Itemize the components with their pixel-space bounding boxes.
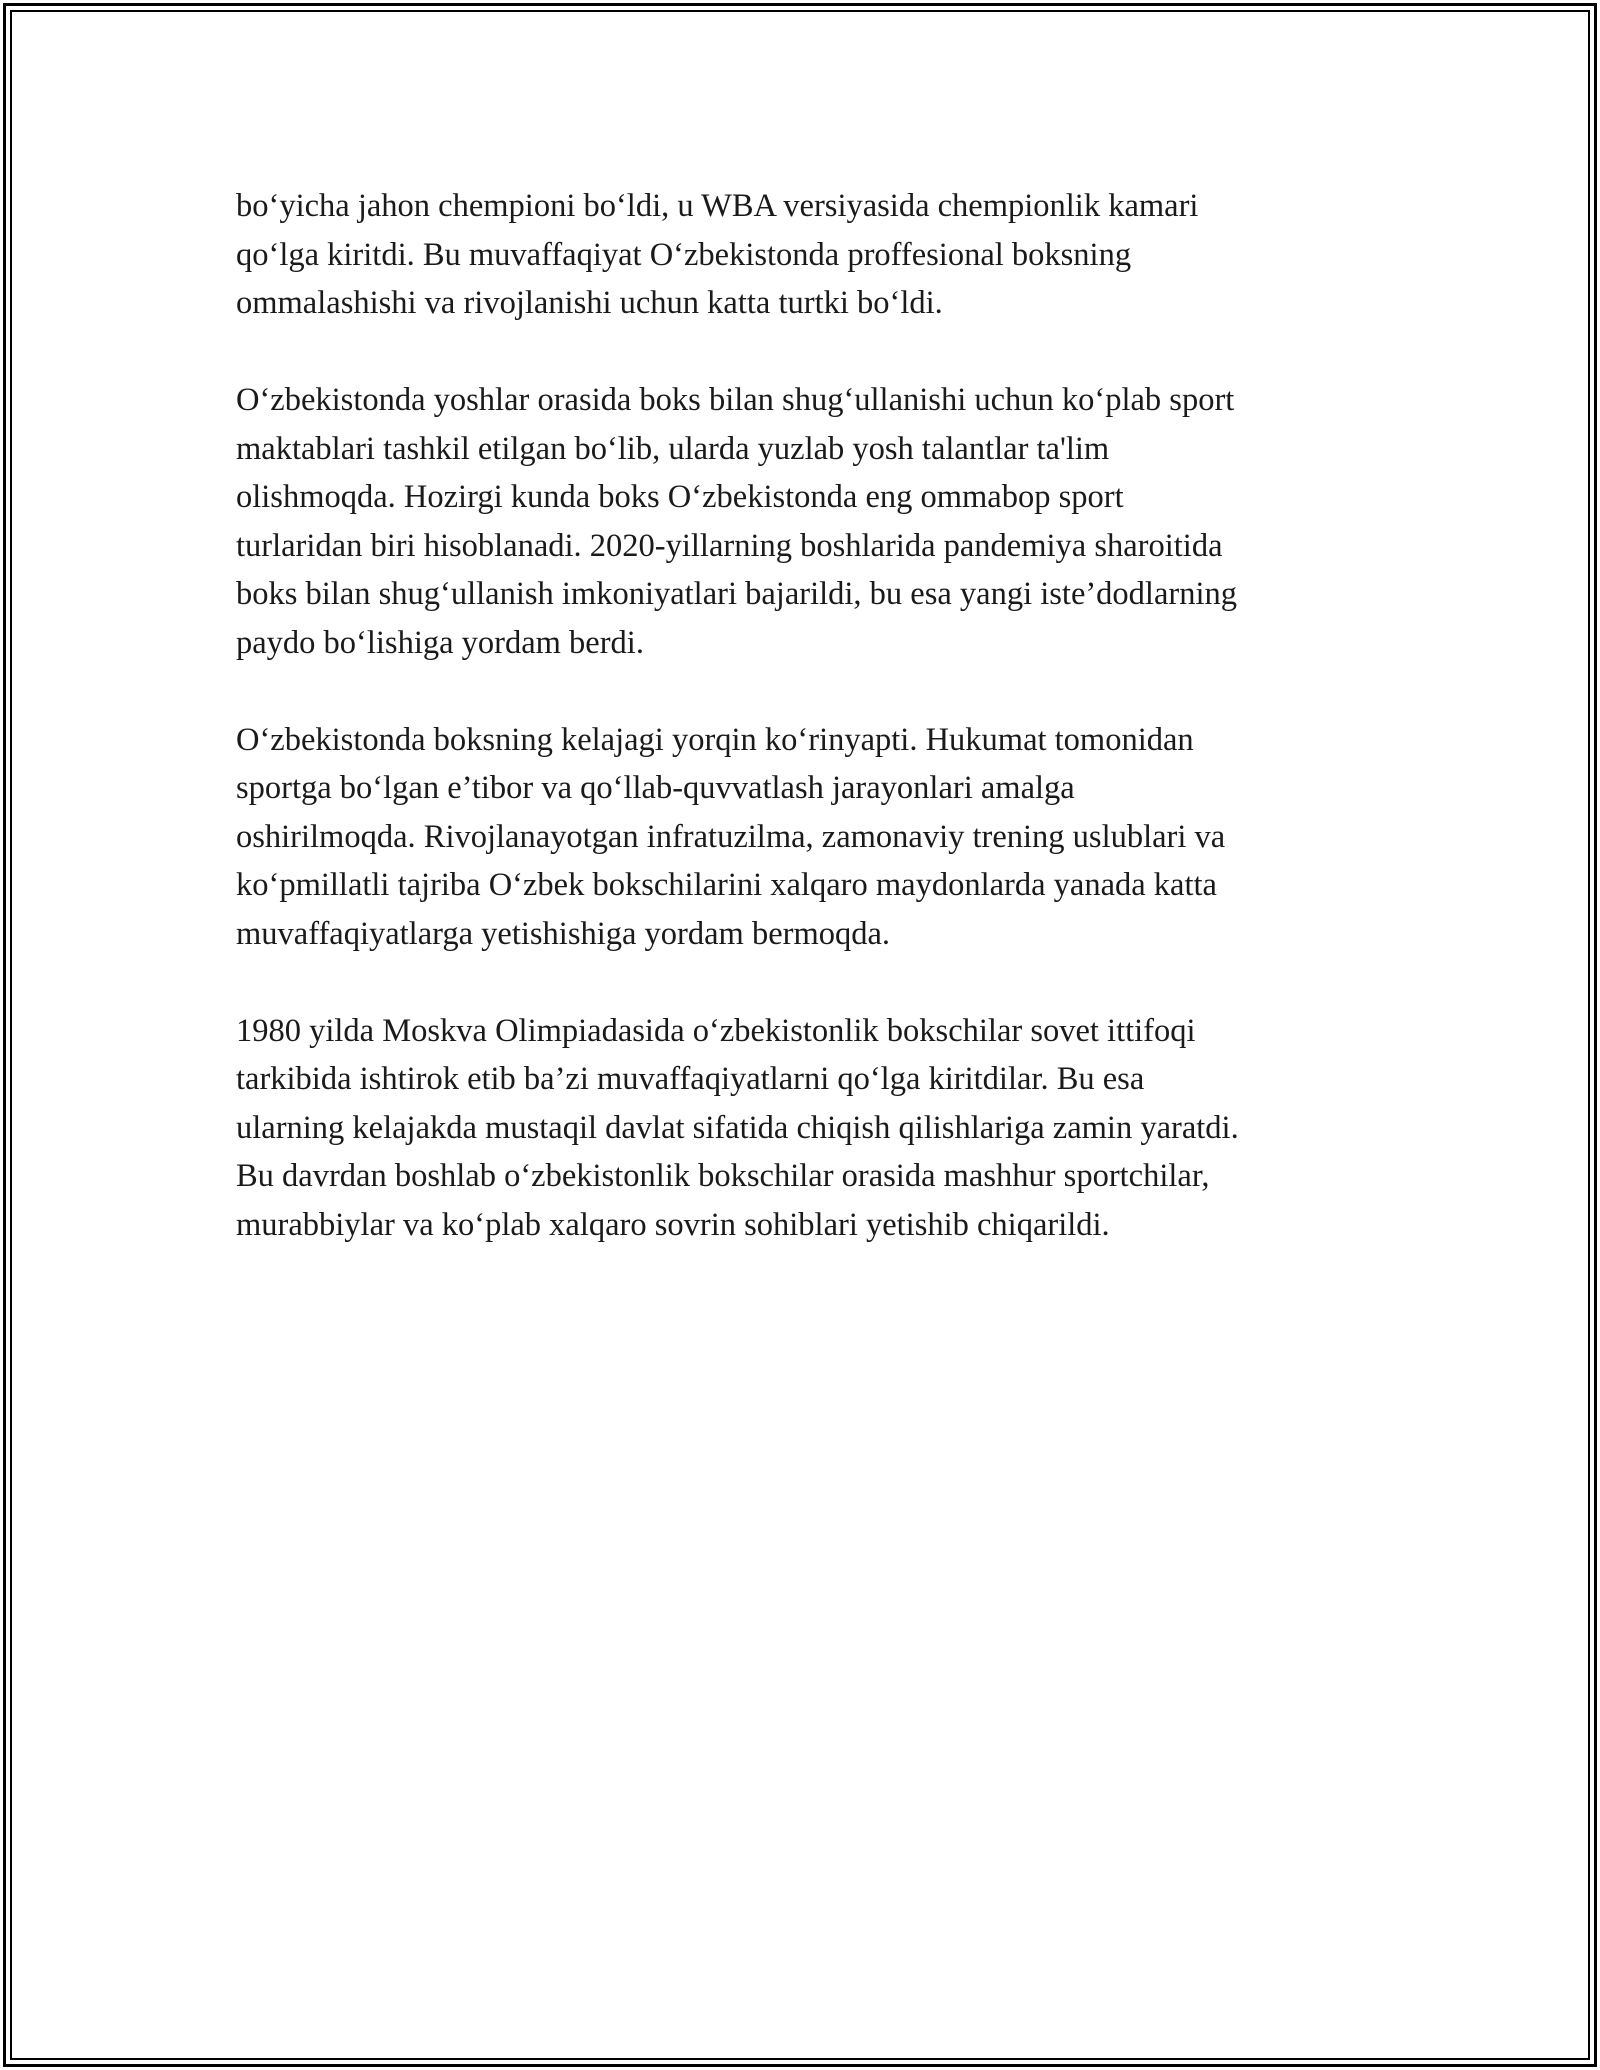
text-line: 1980 yilda Moskva Olimpiadasida o‘zbekistonlik bokschilar sovet ittifoqi: [236, 1012, 1196, 1049]
paragraph-2: [236, 376, 1386, 667]
text-line: boks bilan shug‘ullanish imkoniyatlari bajarildi, bu esa yangi iste’dodlarning: [236, 576, 1237, 612]
text-line: O‘zbekistonda boksning kelajagi yorqin ko‘rinyapti. Hukumat tomonidan: [236, 721, 1194, 758]
document-body: [236, 182, 1386, 1298]
text-line: Bu davrdan boshlab o‘zbekistonlik bokschilar orasida mashhur sportchilar,: [236, 1158, 1210, 1194]
text-line: maktablari tashkil etilgan bo‘lib, ularda yuzlab yosh talantlar ta'lim: [236, 430, 1110, 467]
text-line: paydo bo‘lishiga yordam berdi.: [236, 624, 644, 661]
text-line: qo‘lga kiritdi. Bu muvaffaqiyat O‘zbekistonda proffesional boksning: [236, 236, 1132, 273]
text-line: turlaridan biri hisoblanadi. 2020-yillarning boshlarida pandemiya sharoitida: [236, 527, 1223, 564]
paragraph-4: [236, 1007, 1386, 1250]
text-line: sportga bo‘lgan e’tibor va qo‘llab-quvvatlash jarayonlari amalga: [236, 770, 1075, 806]
text-line: tarkibida ishtirok etib ba’zi muvaffaqiyatlarni qo‘lga kiritdilar. Bu esa: [236, 1061, 1145, 1097]
text-line: ommalashishi va rivojlanishi uchun katta turtki bo‘ldi.: [236, 285, 943, 321]
text-line: bo‘yicha jahon chempioni bo‘ldi, u WBA versiyasida chempionlik kamari: [236, 188, 1199, 224]
paragraph-1: [236, 182, 1386, 328]
text-line: olishmoqda. Hozirgi kunda boks O‘zbekistonda eng ommabop sport: [236, 479, 1124, 515]
text-line: O‘zbekistonda yoshlar orasida boks bilan shug‘ullanishi uchun ko‘plab sport: [236, 382, 1235, 418]
paragraph-3: [236, 716, 1386, 959]
text-line: ko‘pmillatli tajriba O‘zbek bokschilarini xalqaro maydonlarda yanada katta: [236, 867, 1217, 903]
text-line: murabbiylar va ko‘plab xalqaro sovrin sohiblari yetishib chiqarildi.: [236, 1206, 1110, 1243]
text-line: oshirilmoqda. Rivojlanayotgan infratuzilma, zamonaviy trening uslublari va: [236, 818, 1226, 855]
text-line: muvaffaqiyatlarga yetishishiga yordam bermoqda.: [236, 915, 891, 952]
text-line: ularning kelajakda mustaqil davlat sifatida chiqish qilishlariga zamin yaratdi.: [236, 1109, 1239, 1146]
